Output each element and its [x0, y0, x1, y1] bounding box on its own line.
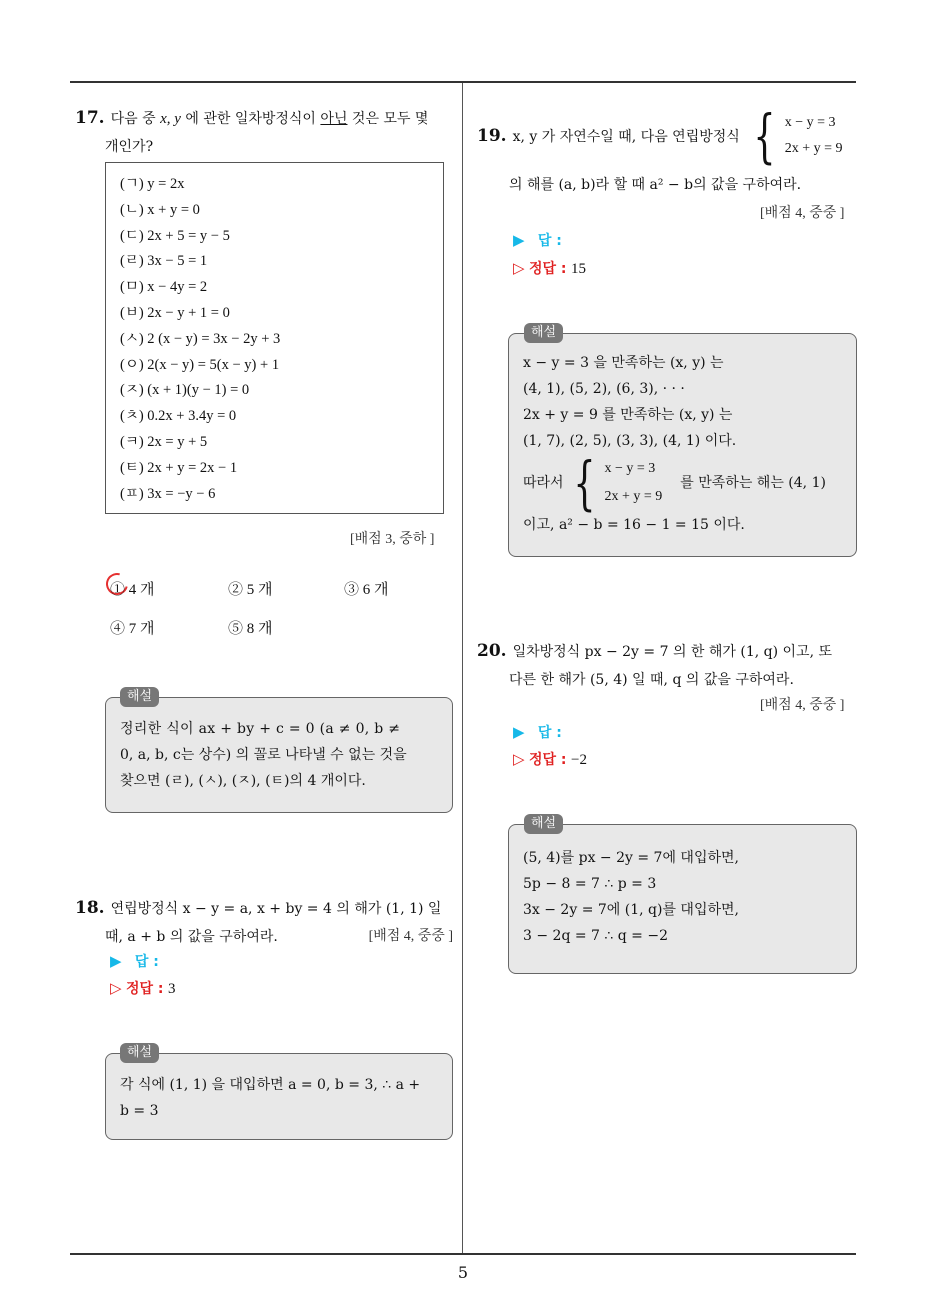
option-2[interactable]: ② 5 개 — [228, 582, 273, 598]
underlined-word: 아닌 — [320, 111, 348, 127]
statement-item: (ㄹ) 3x − 5 = 1 — [120, 253, 208, 270]
statement-item: (ㅍ) 3x = −y − 6 — [120, 485, 216, 502]
correct-label: 정답 : — [529, 261, 567, 277]
solution-line: 5p − 8 = 7 ∴ p = 3 — [523, 876, 657, 892]
equation: 2x + y = 9 — [784, 141, 843, 156]
answer-row — [513, 230, 562, 250]
question-19 — [477, 102, 857, 170]
solution-line: x − y = 3 을 만족하는 (x, y) 는 — [523, 355, 724, 371]
question-text: 연립방정식 x − y = a, x + by = 4 의 해가 (1, 1) 일 — [110, 901, 442, 917]
question-number: 19. — [477, 126, 507, 146]
column-divider — [462, 83, 463, 1255]
solution-text: 따라서 — [523, 475, 564, 491]
brace-icon: { — [753, 102, 776, 170]
statement-item: (ㄷ) 2x + 5 = y − 5 — [120, 227, 230, 244]
statement-item: (ㄴ) x + y = 0 — [120, 201, 200, 218]
bottom-rule — [70, 1253, 856, 1255]
correct-label: 정답 : — [529, 752, 567, 768]
answer-label: 답 : — [134, 954, 159, 970]
question-text: 것은 모두 몇 — [347, 111, 429, 127]
solution-tag: 해설 — [120, 1043, 159, 1063]
solution-line: 0, a, b, c는 상수) 의 꼴로 나타낼 수 없는 것을 — [120, 747, 407, 763]
correct-value: −2 — [570, 752, 587, 768]
answer-row — [110, 951, 159, 971]
score-label: [배점 4, 중중 ] — [760, 206, 845, 221]
equation-system — [566, 449, 663, 517]
answer-label: 답 : — [537, 725, 562, 741]
solution-line: b = 3 — [120, 1103, 159, 1119]
question-text: 일차방정식 px − 2y = 7 의 한 해가 (1, q) 이고, 또 — [512, 644, 833, 660]
statement-item: (ㅊ) 0.2x + 3.4y = 0 — [120, 408, 237, 425]
solution-box-17 — [105, 697, 453, 813]
question-text: x, y 가 자연수일 때, 다음 연립방정식 — [512, 129, 740, 145]
question-text: 다른 한 해가 (5, 4) 일 때, q 의 값을 구하여라. — [509, 672, 794, 688]
question-18 — [75, 894, 457, 951]
outline-arrow-icon: ▷ — [513, 750, 525, 768]
question-number: 20. — [477, 641, 507, 661]
score-label: [배점 4, 중중 ] — [368, 929, 453, 944]
solution-text: 를 만족하는 해는 (4, 1) — [680, 475, 826, 491]
equation-system — [746, 102, 843, 170]
question-number: 18. — [75, 898, 105, 918]
correct-answer-row — [110, 978, 175, 998]
answer-row — [513, 722, 562, 742]
question-text: 에 관한 일차방정식이 — [180, 111, 321, 127]
math-vars: x, y — [160, 111, 181, 127]
solution-line: (4, 1), (5, 2), (6, 3), · · · — [523, 381, 685, 397]
solution-box-19 — [508, 333, 857, 557]
solution-tag: 해설 — [120, 687, 159, 707]
correct-value: 15 — [570, 261, 586, 277]
question-text: 개인가? — [105, 139, 154, 155]
solution-box-20 — [508, 824, 857, 974]
correct-answer-row — [513, 749, 587, 769]
statement-item: (ㅈ) (x + 1)(y − 1) = 0 — [120, 382, 250, 399]
play-arrow-icon: ▶ — [513, 723, 525, 741]
outline-arrow-icon: ▷ — [513, 259, 525, 277]
answer-label: 답 : — [537, 233, 562, 249]
page-number: 5 — [457, 1263, 469, 1282]
solution-line: 이고, a² − b = 16 − 1 = 15 이다. — [523, 517, 745, 533]
question-text: 의 해를 (a, b)라 할 때 a² − b의 값을 구하여라. — [509, 177, 802, 193]
solution-line: (1, 7), (2, 5), (3, 3), (4, 1) 이다. — [523, 433, 737, 449]
score-label: [배점 3, 중하 ] — [350, 532, 435, 547]
statement-item: (ㅇ) 2(x − y) = 5(x − y) + 1 — [120, 356, 280, 373]
statement-item: (ㅅ) 2 (x − y) = 3x − 2y + 3 — [120, 330, 281, 347]
equation: x − y = 3 — [784, 115, 836, 130]
statement-item: (ㅋ) 2x = y + 5 — [120, 433, 208, 450]
score-label: [배점 4, 중중 ] — [760, 698, 845, 713]
question-20 — [477, 637, 859, 694]
option-3[interactable]: ③ 6 개 — [344, 582, 389, 598]
solution-line: 정리한 식이 ax + by + c = 0 (a ≠ 0, b ≠ — [120, 721, 401, 737]
solution-line: 3x − 2y = 7에 (1, q)를 대입하면, — [523, 902, 739, 918]
option-1[interactable]: ① 4 개 — [110, 582, 155, 598]
correct-value: 3 — [167, 981, 176, 997]
play-arrow-icon: ▶ — [110, 952, 122, 970]
question-number: 17. — [75, 108, 105, 128]
question-text: 다음 중 — [110, 111, 161, 127]
play-arrow-icon: ▶ — [513, 231, 525, 249]
statement-box — [105, 162, 444, 514]
statement-item: (ㅁ) x − 4y = 2 — [120, 279, 208, 296]
solution-line: 2x + y = 9 를 만족하는 (x, y) 는 — [523, 407, 733, 423]
solution-tag: 해설 — [524, 323, 563, 343]
solution-tag: 해설 — [524, 814, 563, 834]
solution-box-18 — [105, 1053, 453, 1140]
statement-item: (ㄱ) y = 2x — [120, 176, 185, 192]
solution-line — [523, 449, 842, 517]
top-rule — [70, 81, 856, 83]
correct-label: 정답 : — [126, 981, 164, 997]
solution-line: 찾으면 (ㄹ), (ㅅ), (ㅈ), (ㅌ)의 4 개이다. — [120, 773, 366, 789]
solution-line: 3 − 2q = 7 ∴ q = −2 — [523, 928, 668, 944]
option-4[interactable]: ④ 7 개 — [110, 621, 155, 637]
solution-line: (5, 4)를 px − 2y = 7에 대입하면, — [523, 850, 739, 866]
outline-arrow-icon: ▷ — [110, 979, 122, 997]
solution-line: 각 식에 (1, 1) 을 대입하면 a = 0, b = 3, ∴ a + — [120, 1077, 421, 1093]
question-17 — [75, 104, 455, 161]
option-5[interactable]: ⑤ 8 개 — [228, 621, 273, 637]
equation: 2x + y = 9 — [604, 489, 663, 504]
brace-icon: { — [572, 449, 596, 517]
statement-item: (ㅂ) 2x − y + 1 = 0 — [120, 304, 230, 321]
statement-item: (ㅌ) 2x + y = 2x − 1 — [120, 459, 238, 476]
question-text: 때, a + b 의 값을 구하여라. — [105, 929, 278, 945]
correct-answer-row — [513, 258, 586, 278]
equation: x − y = 3 — [604, 461, 656, 476]
